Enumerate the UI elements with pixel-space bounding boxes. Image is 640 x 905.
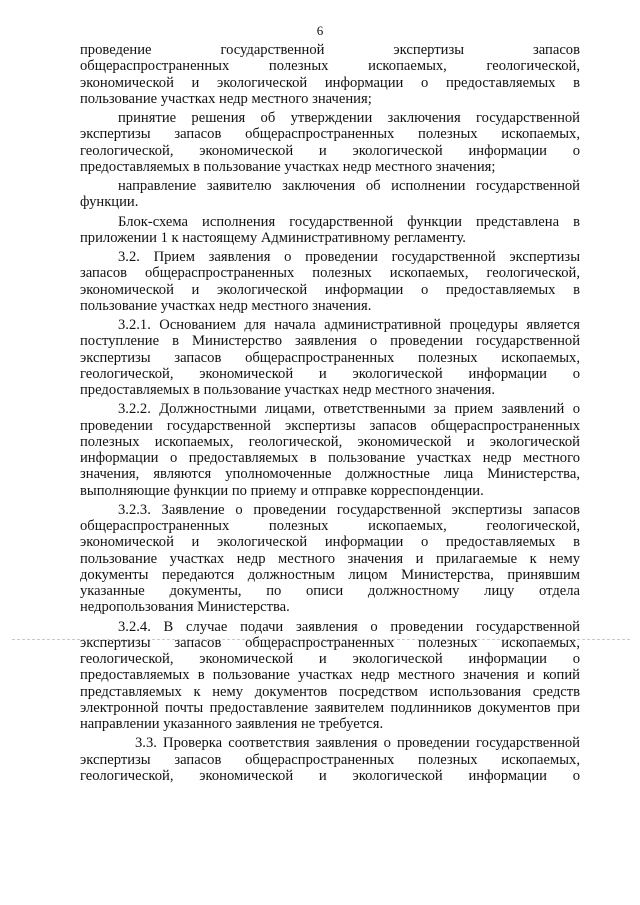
paragraph — [80, 502, 580, 616]
text-line: общераспространенных полезных ископаемых, геологической, — [80, 518, 580, 534]
text-line: предоставляемых в пользование участках недр местного значения; — [80, 158, 496, 175]
text-line: направлении указанного заявления не требуется. — [80, 716, 384, 732]
text-line: пользование участках недр местного значения; — [80, 90, 372, 107]
paragraph — [80, 317, 580, 398]
text-line: проведении государственной экспертизы запасов общераспространенных — [80, 417, 580, 434]
text-line: запасов общераспространенных полезных ископаемых, геологической, — [80, 265, 580, 282]
text-line: 3.2.3. Заявление о проведении государственной экспертизы запасов — [118, 501, 580, 518]
text-line: экономической и экологической информации о предоставляемых в — [80, 534, 580, 551]
paragraph — [80, 735, 580, 784]
text-line: представляемых к нему документов посредством использования средств — [80, 683, 580, 700]
paragraph — [80, 42, 580, 107]
paragraph — [80, 401, 580, 499]
text-line: документы передаются должностным лицом Министерства, принявшим — [80, 566, 580, 583]
paragraph — [80, 249, 580, 314]
text-line: экспертизы запасов общераспространенных полезных ископаемых, — [80, 349, 580, 366]
text-line: экспертизы запасов общераспространенных полезных ископаемых, — [80, 751, 580, 768]
text-line: недропользования Министерства. — [80, 599, 290, 616]
paragraph — [80, 214, 580, 247]
text-line: выполняющие функции по приему и отправке корреспонденции. — [80, 482, 484, 499]
text-line: пользование участках недр местного значения. — [80, 297, 372, 314]
text-line: проведение государственной экспертизы запасов — [80, 42, 580, 58]
text-line: принятие решения об утверждении заключения государственной — [118, 110, 580, 126]
text-line: 3.2.4. В случае подачи заявления о проведении государственной — [118, 618, 580, 635]
text-line: 3.2.2. Должностными лицами, ответственными за прием заявлений о — [118, 401, 580, 418]
text-line: предоставляемых в пользование участках недр местного значения и копий — [80, 667, 580, 684]
text-line: общераспространенных полезных ископаемых, геологической, — [80, 58, 580, 75]
text-line: экспертизы запасов общераспространенных полезных ископаемых, — [80, 126, 580, 143]
paragraph — [80, 178, 580, 211]
text-line: 3.2. Прием заявления о проведении государственной экспертизы — [118, 249, 580, 265]
document-body — [80, 42, 580, 784]
text-line: 3.3. Проверка соответствия заявления о проведении государственной — [135, 735, 580, 752]
text-line: геологической, экономической и экологической информации о — [80, 142, 580, 159]
text-line: указанные документы, по описи должностному лицу отдела — [80, 583, 580, 599]
text-line: Блок-схема исполнения государственной функции представлена в — [118, 213, 580, 230]
text-line: геологической, экономической и экологической информации о — [80, 365, 580, 382]
text-line: значения, являются уполномоченные должностные лица Министерства, — [80, 466, 580, 483]
text-line: полезных ископаемых, геологической, экономической и экологической — [80, 433, 580, 450]
text-line: пользование участках недр местного значения и прилагаемые к нему — [80, 550, 580, 567]
text-line: функции. — [80, 194, 139, 211]
paragraph — [80, 110, 580, 175]
text-line: геологической, экономической и экологической информации о — [80, 767, 580, 784]
text-line: электронной почты предоставление заявителем подлинников документов при — [80, 699, 580, 716]
text-line: экспертизы запасов общераспространенных полезных ископаемых, — [80, 634, 580, 651]
text-line: экономической и экологической информации о предоставляемых в — [80, 281, 580, 298]
text-line: информации о предоставляемых в пользование участках недр местного — [80, 450, 580, 466]
text-line: экономической и экологической информации о предоставляемых в — [80, 74, 580, 91]
text-line: приложении 1 к настоящему Административному регламенту. — [80, 229, 466, 246]
text-line: направление заявителю заключения об исполнении государственной — [118, 178, 580, 194]
text-line: предоставляемых в пользование участках недр местного значения. — [80, 382, 496, 398]
text-line: поступление в Министерство заявления о проведении государственной — [80, 333, 580, 350]
text-line: 3.2.1. Основанием для начала административной процедуры является — [118, 317, 580, 333]
page-number: 6 — [316, 23, 324, 38]
paragraph — [80, 619, 580, 733]
text-line: геологической, экономической и экологической информации о — [80, 651, 580, 667]
